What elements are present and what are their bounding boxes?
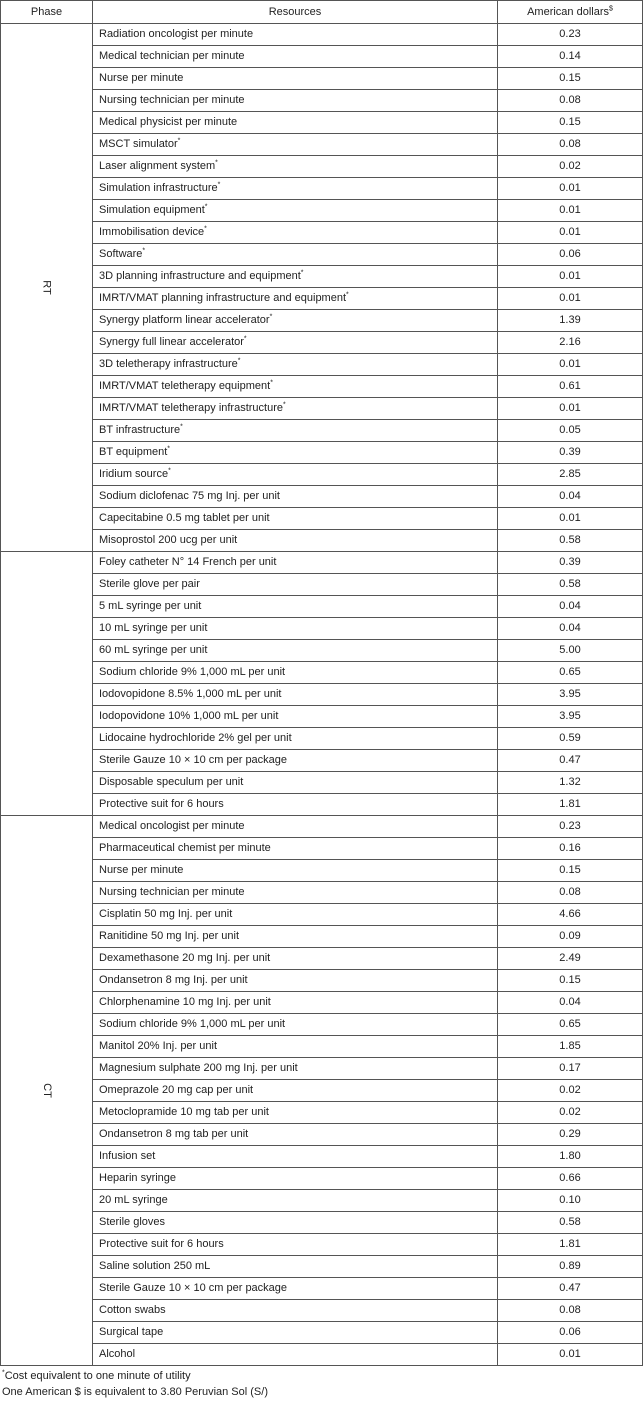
table-row bbox=[1, 1190, 643, 1212]
cost-cell: 0.04 bbox=[498, 992, 643, 1014]
resource-cell bbox=[93, 156, 498, 178]
cost-cell: 0.65 bbox=[498, 1014, 643, 1036]
cost-cell: 4.66 bbox=[498, 904, 643, 926]
resource-footnote-mark: * bbox=[215, 159, 218, 167]
resource-cell bbox=[93, 354, 498, 376]
cost-cell: 0.02 bbox=[498, 1080, 643, 1102]
table-row bbox=[1, 860, 643, 882]
cost-cell: 0.08 bbox=[498, 1300, 643, 1322]
resource-cell bbox=[93, 178, 498, 200]
resource-cell bbox=[93, 1124, 498, 1146]
resource-name: Laser alignment system bbox=[99, 160, 216, 172]
resource-name: 20 mL syringe bbox=[99, 1194, 168, 1206]
table-row bbox=[1, 596, 643, 618]
resource-footnote-mark: * bbox=[204, 203, 208, 211]
resource-name: Ondansetron 8 mg tab per unit bbox=[99, 1128, 249, 1140]
resource-footnote-mark: * bbox=[204, 225, 207, 233]
cost-cell: 1.85 bbox=[498, 1036, 643, 1058]
cost-cell: 1.39 bbox=[498, 310, 643, 332]
table-row bbox=[1, 398, 643, 420]
resource-cell bbox=[93, 486, 498, 508]
table-row bbox=[1, 948, 643, 970]
table-row bbox=[1, 442, 643, 464]
cost-cell: 0.08 bbox=[498, 90, 643, 112]
phase-cell bbox=[1, 552, 93, 816]
resource-cell bbox=[93, 794, 498, 816]
table-row bbox=[1, 662, 643, 684]
cost-cell: 0.89 bbox=[498, 1256, 643, 1278]
table-row bbox=[1, 684, 643, 706]
resource-cell bbox=[93, 728, 498, 750]
cost-cell: 0.61 bbox=[498, 376, 643, 398]
footnotes bbox=[0, 1368, 643, 1400]
resource-name: Chlorphenamine 10 mg Inj. per unit bbox=[99, 996, 271, 1008]
table-row bbox=[1, 1212, 643, 1234]
resource-name: IMRT/VMAT planning infrastructure and equipment bbox=[99, 292, 347, 304]
cost-cell: 0.08 bbox=[498, 134, 643, 156]
resource-name: 5 mL syringe per unit bbox=[99, 600, 202, 612]
resource-name: Sterile glove per pair bbox=[99, 578, 200, 590]
cost-cell: 0.23 bbox=[498, 816, 643, 838]
resource-name: Sterile Gauze 10 × 10 cm per package bbox=[99, 1282, 288, 1294]
resource-name: Iodovopidone 8.5% 1,000 mL per unit bbox=[99, 688, 282, 700]
cost-cell: 0.01 bbox=[498, 398, 643, 420]
table-row bbox=[1, 640, 643, 662]
table-row bbox=[1, 838, 643, 860]
cost-cell: 0.06 bbox=[498, 244, 643, 266]
resource-name: Nursing technician per minute bbox=[99, 886, 245, 898]
resource-name: Cotton swabs bbox=[99, 1304, 166, 1316]
resource-cell bbox=[93, 1146, 498, 1168]
resource-footnote-mark: * bbox=[142, 247, 146, 255]
table-row bbox=[1, 772, 643, 794]
table-row bbox=[1, 332, 643, 354]
table-row bbox=[1, 464, 643, 486]
resource-footnote-mark: * bbox=[177, 137, 181, 145]
resource-cell bbox=[93, 574, 498, 596]
resource-name: BT infrastructure bbox=[99, 424, 181, 436]
table-row bbox=[1, 1102, 643, 1124]
cost-cell: 0.47 bbox=[498, 1278, 643, 1300]
cost-cell: 5.00 bbox=[498, 640, 643, 662]
resource-name: IMRT/VMAT teletherapy equipment bbox=[99, 380, 271, 392]
resource-cell bbox=[93, 200, 498, 222]
table-row bbox=[1, 134, 643, 156]
resource-name: Nurse per minute bbox=[99, 72, 184, 84]
resource-footnote-mark: * bbox=[346, 291, 349, 299]
resource-name: Capecitabine 0.5 mg tablet per unit bbox=[99, 512, 270, 524]
resource-cell bbox=[93, 618, 498, 640]
resource-name: Alcohol bbox=[99, 1348, 136, 1360]
cost-cell: 1.32 bbox=[498, 772, 643, 794]
cost-cell: 3.95 bbox=[498, 684, 643, 706]
table-row bbox=[1, 46, 643, 68]
footnote-1-sup: * bbox=[2, 1369, 5, 1377]
footnote-2: One American $ is equivalent to 3.80 Peruvian Sol (S/) bbox=[2, 1386, 268, 1398]
resource-footnote-mark: * bbox=[180, 423, 183, 431]
cost-cell: 0.23 bbox=[498, 24, 643, 46]
cost-cell: 0.15 bbox=[498, 112, 643, 134]
resource-cell bbox=[93, 442, 498, 464]
resource-cell bbox=[93, 24, 498, 46]
cost-cell: 0.15 bbox=[498, 68, 643, 90]
resource-name: Immobilisation device bbox=[99, 226, 205, 238]
table-row bbox=[1, 310, 643, 332]
resource-cell bbox=[93, 530, 498, 552]
cost-cell: 1.81 bbox=[498, 794, 643, 816]
table-row bbox=[1, 816, 643, 838]
resource-footnote-mark: * bbox=[270, 379, 273, 387]
cost-cell: 0.14 bbox=[498, 46, 643, 68]
footnote-1 bbox=[2, 1368, 643, 1384]
resource-cell bbox=[93, 1278, 498, 1300]
resource-cell bbox=[93, 882, 498, 904]
cost-cell: 0.10 bbox=[498, 1190, 643, 1212]
cost-cell: 0.01 bbox=[498, 266, 643, 288]
table-row bbox=[1, 992, 643, 1014]
resource-cell bbox=[93, 926, 498, 948]
table-row bbox=[1, 1300, 643, 1322]
cost-cell: 0.04 bbox=[498, 618, 643, 640]
resource-name: MSCT simulator bbox=[99, 138, 178, 150]
table-row bbox=[1, 244, 643, 266]
table-row bbox=[1, 486, 643, 508]
resource-name: Medical oncologist per minute bbox=[99, 820, 245, 832]
resource-cell bbox=[93, 1080, 498, 1102]
cost-cell: 0.04 bbox=[498, 486, 643, 508]
phase-cell bbox=[1, 24, 93, 552]
resource-cell bbox=[93, 398, 498, 420]
table-row bbox=[1, 1168, 643, 1190]
resource-cell bbox=[93, 1190, 498, 1212]
resource-cell bbox=[93, 596, 498, 618]
resource-cell bbox=[93, 1300, 498, 1322]
table-row bbox=[1, 1058, 643, 1080]
resource-name: 60 mL syringe per unit bbox=[99, 644, 208, 656]
cost-cell: 0.29 bbox=[498, 1124, 643, 1146]
resource-name: Sterile gloves bbox=[99, 1216, 166, 1228]
resource-name: 3D teletherapy infrastructure bbox=[99, 358, 238, 370]
cost-cell: 0.01 bbox=[498, 508, 643, 530]
resource-cell bbox=[93, 90, 498, 112]
cost-cell: 1.80 bbox=[498, 1146, 643, 1168]
resource-cell bbox=[93, 706, 498, 728]
resource-cell bbox=[93, 1234, 498, 1256]
resource-name: Pharmaceutical chemist per minute bbox=[99, 842, 271, 854]
resource-footnote-mark: * bbox=[269, 313, 273, 321]
cost-cell: 2.85 bbox=[498, 464, 643, 486]
footnote-1-text: Cost equivalent to one minute of utility bbox=[4, 1370, 191, 1382]
resource-cell bbox=[93, 68, 498, 90]
resource-name: Medical physicist per minute bbox=[99, 116, 238, 128]
table-row bbox=[1, 200, 643, 222]
table-row bbox=[1, 1344, 643, 1366]
table-body bbox=[1, 24, 643, 1366]
header-row bbox=[1, 1, 643, 24]
resource-name: BT equipment bbox=[99, 446, 168, 458]
phase-cell bbox=[1, 816, 93, 1366]
resource-cell bbox=[93, 662, 498, 684]
resource-cell bbox=[93, 266, 498, 288]
resource-cell bbox=[93, 1014, 498, 1036]
resource-name: Misoprostol 200 ucg per unit bbox=[99, 534, 238, 546]
resource-cell bbox=[93, 46, 498, 68]
cost-cell: 0.04 bbox=[498, 596, 643, 618]
cost-cell: 2.16 bbox=[498, 332, 643, 354]
resource-cell bbox=[93, 288, 498, 310]
resource-cell bbox=[93, 552, 498, 574]
cost-cell: 0.01 bbox=[498, 354, 643, 376]
table-row bbox=[1, 508, 643, 530]
resource-cell bbox=[93, 948, 498, 970]
table-row bbox=[1, 266, 643, 288]
resource-cell bbox=[93, 750, 498, 772]
resource-name: Synergy full linear accelerator bbox=[99, 336, 244, 348]
resource-name: Saline solution 250 mL bbox=[99, 1260, 211, 1272]
cost-cell: 0.58 bbox=[498, 530, 643, 552]
table-row bbox=[1, 24, 643, 46]
cost-cell: 0.17 bbox=[498, 1058, 643, 1080]
resource-cell bbox=[93, 310, 498, 332]
cost-cell: 3.95 bbox=[498, 706, 643, 728]
resource-name: Cisplatin 50 mg Inj. per unit bbox=[99, 908, 233, 920]
resource-name: Radiation oncologist per minute bbox=[99, 28, 254, 40]
resource-name: Ondansetron 8 mg Inj. per unit bbox=[99, 974, 248, 986]
cost-cell: 0.47 bbox=[498, 750, 643, 772]
resource-name: Manitol 20% Inj. per unit bbox=[99, 1040, 218, 1052]
table-row bbox=[1, 552, 643, 574]
resource-cell bbox=[93, 970, 498, 992]
cost-cell: 0.02 bbox=[498, 156, 643, 178]
table-row bbox=[1, 574, 643, 596]
header-cost-sup: $ bbox=[609, 5, 613, 13]
cost-cell: 0.05 bbox=[498, 420, 643, 442]
table-row bbox=[1, 1080, 643, 1102]
resource-name: Dexamethasone 20 mg Inj. per unit bbox=[99, 952, 271, 964]
resource-cell bbox=[93, 904, 498, 926]
phase-label: RT bbox=[41, 280, 53, 295]
resource-cell bbox=[93, 772, 498, 794]
resource-name: Heparin syringe bbox=[99, 1172, 177, 1184]
cost-cell: 0.06 bbox=[498, 1322, 643, 1344]
resource-cell bbox=[93, 1168, 498, 1190]
table-row bbox=[1, 750, 643, 772]
table-row bbox=[1, 904, 643, 926]
resource-cell bbox=[93, 1212, 498, 1234]
table-row bbox=[1, 178, 643, 200]
resource-name: Simulation equipment bbox=[99, 204, 205, 216]
table-row bbox=[1, 288, 643, 310]
resource-cell bbox=[93, 1036, 498, 1058]
resource-name: Sodium chloride 9% 1,000 mL per unit bbox=[99, 666, 286, 678]
header-cost-label: American dollars bbox=[527, 6, 609, 18]
header-resources: Resources bbox=[93, 1, 498, 24]
resource-name: Protective suit for 6 hours bbox=[99, 798, 224, 810]
cost-cell: 0.39 bbox=[498, 552, 643, 574]
resource-name: Disposable speculum per unit bbox=[99, 776, 244, 788]
cost-cell: 0.15 bbox=[498, 970, 643, 992]
table-row bbox=[1, 156, 643, 178]
resource-footnote-mark: * bbox=[237, 357, 241, 365]
resource-cell bbox=[93, 464, 498, 486]
resource-footnote-mark: * bbox=[243, 335, 247, 343]
cost-cell: 0.01 bbox=[498, 178, 643, 200]
resource-cell bbox=[93, 244, 498, 266]
resource-cell bbox=[93, 420, 498, 442]
table-row bbox=[1, 530, 643, 552]
table-row bbox=[1, 882, 643, 904]
cost-cell: 0.02 bbox=[498, 1102, 643, 1124]
resource-cell bbox=[93, 1322, 498, 1344]
cost-cell: 2.49 bbox=[498, 948, 643, 970]
resource-name: IMRT/VMAT teletherapy infrastructure bbox=[99, 402, 284, 414]
resource-footnote-mark: * bbox=[167, 445, 171, 453]
table-row bbox=[1, 706, 643, 728]
table-row bbox=[1, 222, 643, 244]
resource-footnote-mark: * bbox=[217, 181, 221, 189]
phase-label: CT bbox=[40, 1083, 53, 1098]
resource-cell bbox=[93, 134, 498, 156]
cost-cell: 0.01 bbox=[498, 222, 643, 244]
resource-name: 10 mL syringe per unit bbox=[99, 622, 208, 634]
resource-name: Sterile Gauze 10 × 10 cm per package bbox=[99, 754, 288, 766]
resource-cell bbox=[93, 684, 498, 706]
cost-cell: 0.59 bbox=[498, 728, 643, 750]
cost-cell: 1.81 bbox=[498, 1234, 643, 1256]
cost-cell: 0.66 bbox=[498, 1168, 643, 1190]
resource-name: Software bbox=[99, 248, 143, 260]
table-row bbox=[1, 1036, 643, 1058]
resource-name: Magnesium sulphate 200 mg Inj. per unit bbox=[99, 1062, 298, 1074]
resource-cell bbox=[93, 112, 498, 134]
cost-cell: 0.65 bbox=[498, 662, 643, 684]
table-row bbox=[1, 90, 643, 112]
resource-cell bbox=[93, 816, 498, 838]
resource-cell bbox=[93, 992, 498, 1014]
resource-name: Sodium chloride 9% 1,000 mL per unit bbox=[99, 1018, 286, 1030]
header-phase: Phase bbox=[1, 1, 93, 24]
resource-cell bbox=[93, 332, 498, 354]
resource-cell bbox=[93, 376, 498, 398]
resource-name: Sodium diclofenac 75 mg Inj. per unit bbox=[99, 490, 280, 502]
resource-cell bbox=[93, 838, 498, 860]
resource-name: Nursing technician per minute bbox=[99, 94, 245, 106]
table-row bbox=[1, 926, 643, 948]
cost-cell: 0.58 bbox=[498, 1212, 643, 1234]
resource-name: Protective suit for 6 hours bbox=[99, 1238, 224, 1250]
table-row bbox=[1, 1234, 643, 1256]
table-row bbox=[1, 970, 643, 992]
resource-name: Metoclopramide 10 mg tab per unit bbox=[99, 1106, 269, 1118]
resource-name: Simulation infrastructure bbox=[99, 182, 218, 194]
header-cost bbox=[498, 1, 643, 24]
resource-name: Surgical tape bbox=[99, 1326, 164, 1338]
table-row bbox=[1, 1322, 643, 1344]
resource-name: Iodopovidone 10% 1,000 mL per unit bbox=[99, 710, 279, 722]
resource-name: Infusion set bbox=[99, 1150, 156, 1162]
table-row bbox=[1, 376, 643, 398]
table-row bbox=[1, 112, 643, 134]
resource-footnote-mark: * bbox=[168, 467, 171, 475]
resource-cell bbox=[93, 1102, 498, 1124]
cost-cell: 0.39 bbox=[498, 442, 643, 464]
cost-cell: 0.01 bbox=[498, 200, 643, 222]
cost-cell: 0.58 bbox=[498, 574, 643, 596]
resource-name: Synergy platform linear accelerator bbox=[99, 314, 270, 326]
table-row bbox=[1, 1014, 643, 1036]
cost-cell: 0.01 bbox=[498, 1344, 643, 1366]
resource-cell bbox=[93, 222, 498, 244]
table-row bbox=[1, 1124, 643, 1146]
resource-footnote-mark: * bbox=[300, 269, 304, 277]
resource-cell bbox=[93, 860, 498, 882]
resource-cell bbox=[93, 1344, 498, 1366]
cost-cell: 0.01 bbox=[498, 288, 643, 310]
table-row bbox=[1, 1278, 643, 1300]
resource-cell bbox=[93, 1058, 498, 1080]
resource-footnote-mark: * bbox=[283, 401, 286, 409]
table-row bbox=[1, 618, 643, 640]
resource-name: Nurse per minute bbox=[99, 864, 184, 876]
resource-name: Lidocaine hydrochloride 2% gel per unit bbox=[99, 732, 292, 744]
resource-cell bbox=[93, 508, 498, 530]
table-row bbox=[1, 1256, 643, 1278]
table-row bbox=[1, 1146, 643, 1168]
cost-cell: 0.15 bbox=[498, 860, 643, 882]
resource-name: Medical technician per minute bbox=[99, 50, 245, 62]
table-row bbox=[1, 68, 643, 90]
resource-name: Foley catheter N° 14 French per unit bbox=[99, 556, 277, 568]
table-row bbox=[1, 728, 643, 750]
resource-name: Ranitidine 50 mg Inj. per unit bbox=[99, 930, 240, 942]
cost-cell: 0.16 bbox=[498, 838, 643, 860]
resource-cell bbox=[93, 640, 498, 662]
resource-name: Omeprazole 20 mg cap per unit bbox=[99, 1084, 254, 1096]
cost-cell: 0.09 bbox=[498, 926, 643, 948]
resource-name: 3D planning infrastructure and equipment bbox=[99, 270, 301, 282]
resource-cell bbox=[93, 1256, 498, 1278]
cost-cell: 0.08 bbox=[498, 882, 643, 904]
table-row bbox=[1, 354, 643, 376]
resource-name: Iridium source bbox=[99, 468, 169, 480]
table-row bbox=[1, 794, 643, 816]
table-row bbox=[1, 420, 643, 442]
